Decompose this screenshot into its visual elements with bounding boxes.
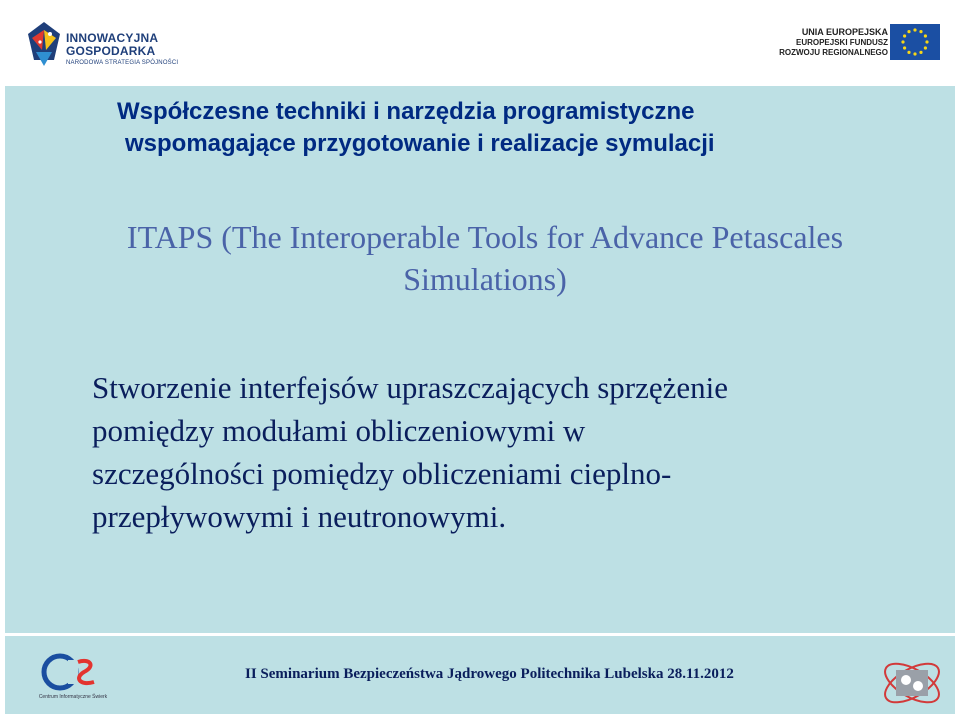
cis-logo-icon <box>38 652 108 694</box>
itaps-line2: Simulations) <box>403 261 567 297</box>
body-line1: Stworzenie interfejsów upraszczających sprzężenie <box>92 370 729 405</box>
seminar-caption: II Seminarium Bezpieczeństwa Jądrowego Politechnika Lubelska 28.11.2012 <box>245 666 734 682</box>
eu-logo-line1: UNIA EUROPEJSKA <box>801 27 888 37</box>
innowacyjna-gospodarka-mark-icon <box>26 20 62 70</box>
ig-logo-line2: GOSPODARKA <box>66 44 156 58</box>
slide-body-text <box>92 366 872 538</box>
body-line3: szczególności pomiędzy obliczeniami cieplno- <box>92 456 672 491</box>
cis-logo <box>38 652 108 704</box>
innowacyjna-gospodarka-text <box>66 32 178 66</box>
body-line4: przepływowymi i neutronowymi. <box>92 499 507 534</box>
eu-logo-text <box>779 28 888 57</box>
slide-title-line2: wspomagające przygotowanie i realizacje symulacji <box>125 130 715 157</box>
itaps-heading <box>55 216 915 300</box>
innowacyjna-gospodarka-logo <box>26 20 186 70</box>
slide-title-line1: Współczesne techniki i narzędzia programistyczne <box>117 98 695 125</box>
itaps-line1: ITAPS (The Interoperable Tools for Advance Petascales <box>126 219 844 255</box>
eu-flag-icon <box>890 24 940 60</box>
slide-title <box>117 96 897 160</box>
ncbj-logo <box>878 652 946 714</box>
slide-content <box>5 86 955 633</box>
slide-header <box>0 0 960 86</box>
eu-logo-line2: EUROPEJSKI FUNDUSZ <box>795 38 888 47</box>
eu-regional-fund-logo <box>750 24 950 64</box>
ig-logo-line3: NARODOWA STRATEGIA SPÓJNOŚCI <box>66 60 179 66</box>
ig-logo-line1: INNOWACYJNA <box>66 31 159 45</box>
ncbj-logo-icon <box>878 652 946 714</box>
eu-logo-line3: ROZWOJU REGIONALNEGO <box>779 48 888 57</box>
cis-logo-caption: Centrum Informatyczne Świerk <box>38 694 108 700</box>
body-line2: pomiędzy modułami obliczeniowymi w <box>92 413 586 448</box>
